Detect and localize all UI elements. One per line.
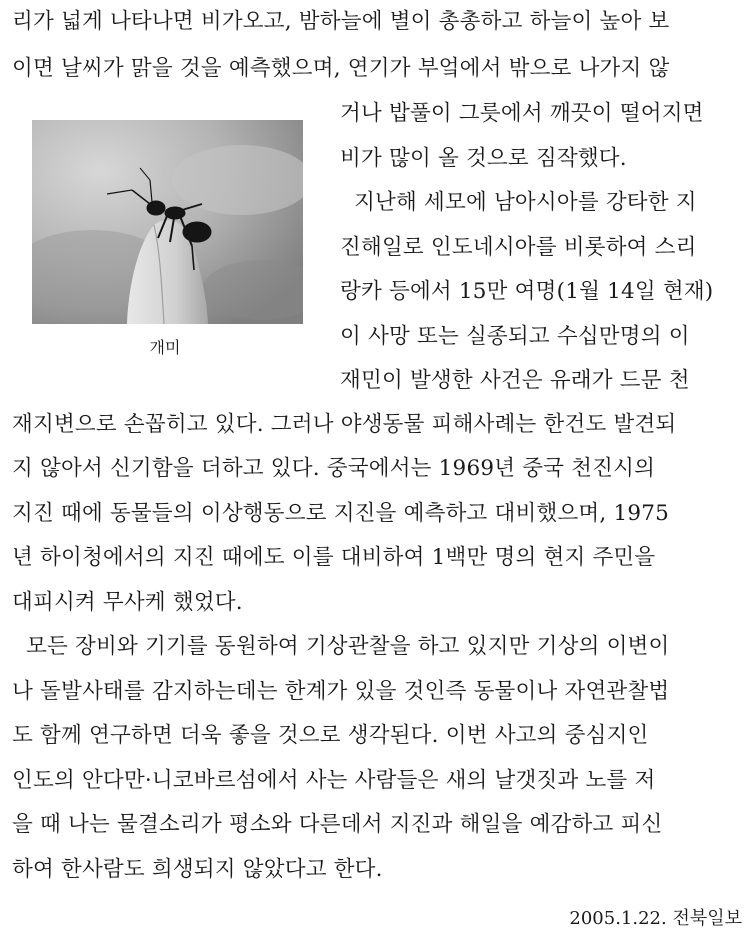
- article-line-15: 모든 장비와 기기를 동원하여 기상관찰을 하고 있지만 기상의 이변이: [12, 634, 670, 659]
- article-line-1: 리가 넓게 나타나면 비가오고, 밤하늘에 별이 총총하고 하늘이 높아 보: [12, 9, 670, 34]
- article-line-12: 지진 때에 동물들의 이상행동으로 지진을 예측하고 대비했으며, 1975: [12, 501, 669, 526]
- article-line-10: 재지변으로 손꼽히고 있다. 그러나 야생동물 피해사례는 한건도 발견되: [12, 412, 677, 437]
- article-line-5: 지난해 세모에 남아시아를 강타한 지: [340, 190, 697, 215]
- article-line-2: 이면 날씨가 맑을 것을 예측했으며, 연기가 부엌에서 밖으로 나가지 않: [12, 56, 670, 81]
- article-line-11: 지 않아서 신기함을 더하고 있다. 중국에서는 1969년 중국 천진시의: [12, 456, 656, 481]
- article-line-7: 랑카 등에서 15만 여명(1월 14일 현재): [340, 279, 714, 304]
- article-line-18: 인도의 안다만·니코바르섬에서 사는 사람들은 새의 날갯짓과 노를 저: [12, 768, 656, 793]
- article-line-19: 을 때 나는 물결소리가 평소와 다른데서 지진과 해일을 예감하고 피신: [12, 812, 663, 837]
- article-line-8: 이 사망 또는 실종되고 수십만명의 이: [340, 324, 690, 349]
- article-line-4: 비가 많이 올 것으로 짐작했다.: [340, 146, 627, 171]
- ant-icon: [32, 120, 303, 324]
- article-source: 2005.1.22. 전북일보: [569, 908, 742, 929]
- article-line-14: 대피시켜 무사케 했었다.: [12, 590, 243, 615]
- article-line-3: 거나 밥풀이 그릇에서 깨끗이 떨어지면: [340, 101, 704, 126]
- article-line-9: 재민이 발생한 사건은 유래가 드문 천: [340, 368, 690, 393]
- article-line-20: 하여 한사람도 희생되지 않았다고 한다.: [12, 857, 383, 882]
- article-line-16: 나 돌발사태를 감지하는데는 한계가 있을 것인즉 동물이나 자연관찰법: [12, 679, 670, 704]
- article-line-17: 도 함께 연구하면 더욱 좋을 것으로 생각된다. 이번 사고의 중심지인: [12, 723, 649, 748]
- ant-photo: [32, 120, 303, 324]
- figure-caption: 개미: [149, 338, 181, 357]
- article-line-6: 진해일로 인도네시아를 비롯하여 스리: [340, 235, 697, 260]
- article-line-13: 년 하이청에서의 지진 때에도 이를 대비하여 1백만 명의 현지 주민을: [12, 545, 656, 570]
